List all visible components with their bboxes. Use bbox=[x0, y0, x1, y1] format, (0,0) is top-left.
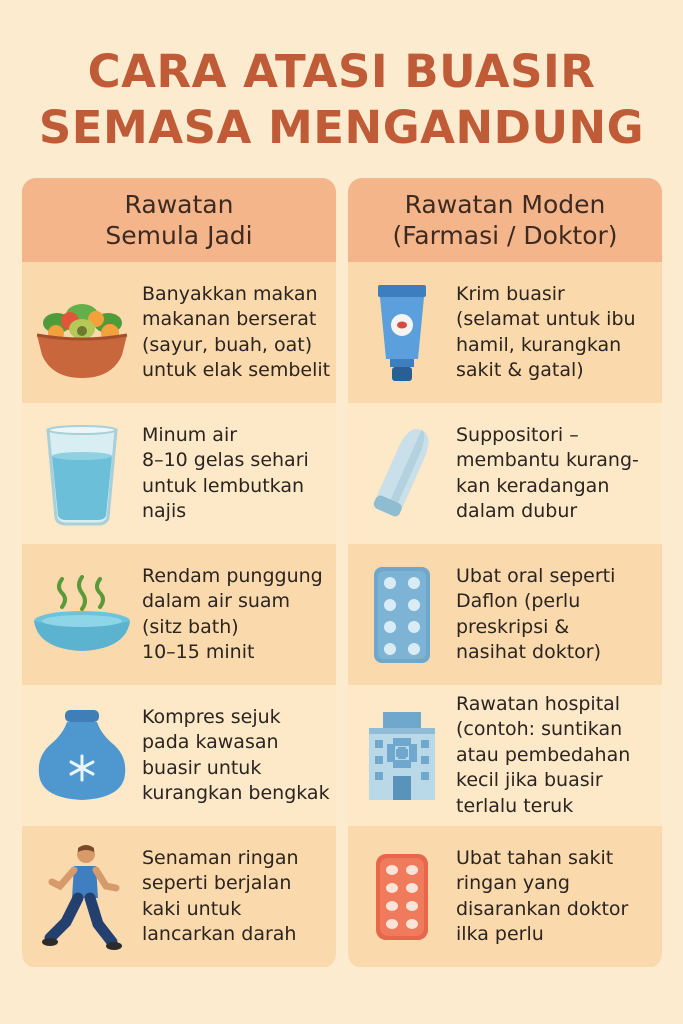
title-line-1: CARA ATASI BUASIR bbox=[87, 45, 596, 98]
modern-treatment-column bbox=[348, 178, 662, 968]
ice-pack-icon bbox=[22, 708, 142, 804]
item-text: Kompres sejuk pada kawasan buasir untuk kurangkan bengkak bbox=[142, 705, 330, 804]
list-item bbox=[22, 262, 336, 403]
pill-blister-icon bbox=[348, 565, 456, 665]
salad-bowl-icon bbox=[22, 283, 142, 383]
water-glass-icon bbox=[22, 422, 142, 526]
header-line-1: Rawatan bbox=[124, 190, 234, 219]
item-text: Krim buasir (selamat untuk ibu hamil, kurangkan sakit & gatal) bbox=[456, 282, 636, 381]
sitz-bath-icon bbox=[22, 575, 142, 655]
page-title bbox=[0, 44, 683, 156]
item-text: Suppositori – membantu kurang- kan keradangan dalam dubur bbox=[456, 423, 639, 522]
list-item bbox=[348, 544, 662, 685]
title-line-2: SEMASA MENGANDUNG bbox=[38, 101, 645, 154]
item-text: Minum air 8–10 gelas sehari untuk lembutkan najis bbox=[142, 423, 309, 522]
item-text: Senaman ringan seperti berjalan kaki untuk lancarkan darah bbox=[142, 846, 299, 945]
header-line-1: Rawatan Moden bbox=[404, 190, 606, 219]
item-text: Rawatan hospital (contoh: suntikan atau pembedahan kecil jika buasir terlalu teruk bbox=[456, 692, 631, 817]
item-text: Banyakkan makan makanan berserat (sayur, buah, oat) untuk elak sembelit bbox=[142, 282, 331, 381]
cream-tube-icon bbox=[348, 283, 456, 383]
list-item bbox=[22, 403, 336, 544]
hospital-icon bbox=[348, 710, 456, 802]
item-text: Ubat oral seperti Daflon (perlu preskripsi & nasihat doktor) bbox=[456, 564, 616, 663]
painkiller-icon bbox=[348, 852, 456, 942]
item-text: Ubat tahan sakit ringan yang disarankan doktor ilka perlu bbox=[456, 846, 629, 945]
list-item bbox=[348, 685, 662, 826]
item-text: Rendam punggung dalam air suam (sitz bath) 10–15 minit bbox=[142, 564, 323, 663]
header-line-2: Semula Jadi bbox=[105, 221, 253, 250]
list-item bbox=[22, 544, 336, 685]
list-item bbox=[348, 262, 662, 403]
suppository-icon bbox=[348, 424, 456, 524]
list-item bbox=[22, 685, 336, 826]
walking-person-icon bbox=[22, 842, 142, 952]
list-item bbox=[348, 826, 662, 967]
natural-treatment-column bbox=[22, 178, 336, 968]
list-item bbox=[22, 826, 336, 967]
list-item bbox=[348, 403, 662, 544]
natural-treatment-header bbox=[22, 178, 336, 262]
header-line-2: (Farmasi / Doktor) bbox=[392, 221, 618, 250]
modern-treatment-header bbox=[348, 178, 662, 262]
